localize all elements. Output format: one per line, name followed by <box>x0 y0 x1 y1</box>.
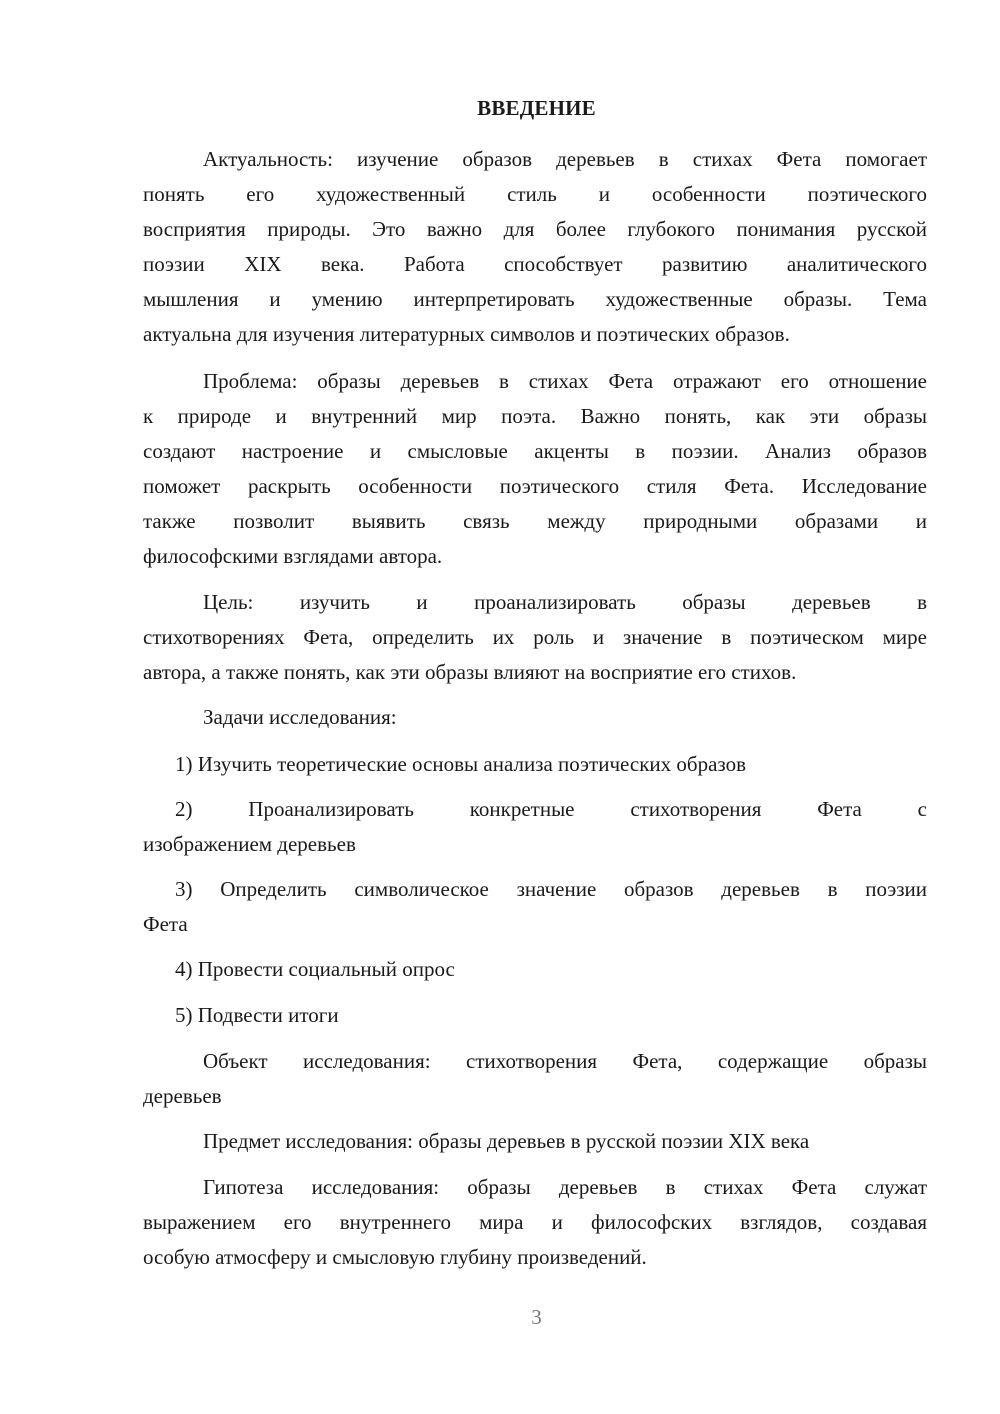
text-line: понять его художественный стиль и особенности поэтического <box>143 182 927 206</box>
text-line: Проблема: образы деревьев в стихах Фета отражают его отношение <box>203 369 927 393</box>
text-line: Гипотеза исследования: образы деревьев в стихах Фета служат <box>203 1175 927 1199</box>
text-line: Задачи исследования: <box>203 705 397 729</box>
text-line: 3) Определить символическое значение образов деревьев в поэзии <box>175 877 927 901</box>
text-line: особую атмосферу и смысловую глубину произведений. <box>143 1245 647 1269</box>
task-item-3 <box>143 872 927 942</box>
text-line: поэзии XIX века. Работа способствует развитию аналитического <box>143 252 927 276</box>
text-line: создают настроение и смысловые акценты в поэзии. Анализ образов <box>143 439 927 463</box>
paragraph-subject <box>143 1124 927 1159</box>
task-item-2 <box>143 792 927 862</box>
text-line: автора, а также понять, как эти образы влияют на восприятие его стихов. <box>143 660 797 684</box>
text-line: выражением его внутреннего мира и философских взглядов, создавая <box>143 1210 927 1234</box>
text-line: поможет раскрыть особенности поэтического стиля Фета. Исследование <box>143 474 927 498</box>
page-number: 3 <box>531 1305 542 1329</box>
task-item-4 <box>143 952 927 987</box>
text-line: мышления и умению интерпретировать художественные образы. Тема <box>143 287 927 311</box>
text-line: также позволит выявить связь между природными образами и <box>143 509 927 533</box>
text-line: восприятия природы. Это важно для более глубокого понимания русской <box>143 217 927 241</box>
page-title: ВВЕДЕНИЕ <box>477 96 596 120</box>
text-line: стихотворениях Фета, определить их роль и значение в поэтическом мире <box>143 625 927 649</box>
task-item-1 <box>143 747 927 782</box>
text-line: 5) Подвести итоги <box>175 1003 339 1027</box>
text-line: Объект исследования: стихотворения Фета, содержащие образы <box>203 1049 927 1073</box>
text-line: Цель: изучить и проанализировать образы деревьев в <box>203 590 927 614</box>
text-line: Предмет исследования: образы деревьев в русской поэзии XIX века <box>203 1129 810 1153</box>
paragraph-problem <box>143 364 927 574</box>
task-item-5 <box>143 998 927 1033</box>
text-line: изображением деревьев <box>143 832 356 856</box>
text-line: Фета <box>143 912 188 936</box>
text-line: 1) Изучить теоретические основы анализа поэтических образов <box>175 752 746 776</box>
text-line: к природе и внутренний мир поэта. Важно понять, как эти образы <box>143 404 927 428</box>
text-line: актуальна для изучения литературных символов и поэтических образов. <box>143 322 790 346</box>
paragraph-hypothesis <box>143 1170 927 1275</box>
paragraph-relevance <box>143 142 927 352</box>
text-line: Актуальность: изучение образов деревьев в стихах Фета помогает <box>203 147 927 171</box>
tasks-heading <box>143 700 927 735</box>
paragraph-goal <box>143 585 927 690</box>
text-line: философскими взглядами автора. <box>143 544 443 568</box>
text-line: 2) Проанализировать конкретные стихотворения Фета с <box>175 797 927 821</box>
text-line: 4) Провести социальный опрос <box>175 957 455 981</box>
paragraph-object <box>143 1044 927 1114</box>
text-line: деревьев <box>143 1084 222 1108</box>
